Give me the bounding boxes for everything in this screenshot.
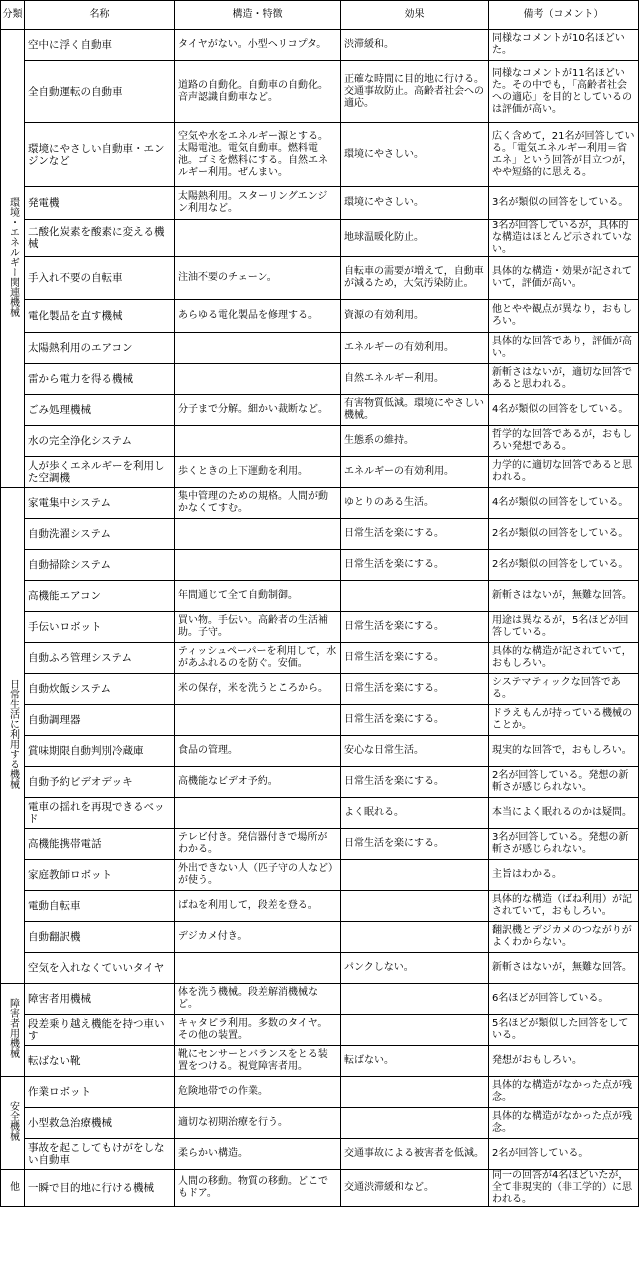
table-row: [1, 922, 639, 953]
table-row: [1, 519, 639, 550]
structure-cell: あらゆる電化製品を修理する。: [175, 300, 341, 333]
structure-cell: 危険地帯での作業。: [175, 1077, 341, 1108]
structure-cell: 適切な初期治療を行う。: [175, 1108, 341, 1139]
table-row: [1, 581, 639, 612]
structure-cell: 注油不要のチェーン。: [175, 257, 341, 300]
name-cell: 手入れ不要の自転車: [25, 257, 175, 300]
structure-cell: デジカメ付き。: [175, 922, 341, 953]
effect-cell: 交通渋滞緩和など。: [341, 1170, 489, 1207]
table-row: [1, 300, 639, 333]
table-row: [1, 1170, 639, 1207]
structure-cell: [175, 333, 341, 364]
name-cell: 高機能携帯電話: [25, 829, 175, 860]
name-cell: 人が歩くエネルギーを利用した空調機: [25, 457, 175, 488]
effect-cell: 日常生活を楽にする。: [341, 705, 489, 736]
table-row: [1, 643, 639, 674]
name-cell: 段差乗り越え機能を持つ車いす: [25, 1015, 175, 1046]
remarks-cell: 新斬さはないが，無難な回答。: [489, 581, 639, 612]
name-cell: 一瞬で目的地に行ける機械: [25, 1170, 175, 1207]
name-cell: 発電機: [25, 187, 175, 220]
table-row: [1, 257, 639, 300]
table-row: [1, 1077, 639, 1108]
name-cell: 電動自転車: [25, 891, 175, 922]
category-label: 障害者用機械: [7, 998, 19, 1058]
table-row: [1, 1015, 639, 1046]
effect-cell: [341, 581, 489, 612]
remarks-cell: 3名が回答している。発想の新斬さが感じられない。: [489, 829, 639, 860]
header-name: 名称: [25, 1, 175, 30]
remarks-cell: 翻訳機とデジカメのつながりがよくわからない。: [489, 922, 639, 953]
name-cell: 小型救急治療機械: [25, 1108, 175, 1139]
table-body: [1, 30, 639, 1207]
structure-cell: 空気や水をエネルギー源とする。太陽電池。電気自動車。燃料電池。ゴミを燃料にする。自然エネルギー利用。ぜんまい。: [175, 123, 341, 187]
effect-cell: [341, 922, 489, 953]
remarks-cell: 他とやや観点が異なり，おもしろい。: [489, 300, 639, 333]
remarks-cell: 具体的な構造がなかった点が残念。: [489, 1108, 639, 1139]
name-cell: 電化製品を直す機械: [25, 300, 175, 333]
table-row: [1, 798, 639, 829]
effect-cell: 地球温暖化防止。: [341, 220, 489, 257]
structure-cell: 靴にセンサーとバランスをとる装置をつける。視覚障害者用。: [175, 1046, 341, 1077]
name-cell: 賞味期限自動判別冷蔵庫: [25, 736, 175, 767]
name-cell: 自動ふろ管理システム: [25, 643, 175, 674]
name-cell: 事故を起こしてもけがをしない自動車: [25, 1139, 175, 1170]
effect-cell: 日常生活を楽にする。: [341, 674, 489, 705]
table-row: [1, 612, 639, 643]
table-row: [1, 457, 639, 488]
table-row: [1, 364, 639, 395]
structure-cell: 買い物。手伝い。高齢者の生活補助。子守。: [175, 612, 341, 643]
structure-cell: 歩くときの上下運動を利用。: [175, 457, 341, 488]
structure-cell: [175, 550, 341, 581]
table-row: [1, 333, 639, 364]
effect-cell: [341, 984, 489, 1015]
effect-cell: パンクしない。: [341, 953, 489, 984]
effect-cell: [341, 1015, 489, 1046]
table-row: [1, 767, 639, 798]
effect-cell: 自然エネルギー利用。: [341, 364, 489, 395]
effect-cell: エネルギーの有効利用。: [341, 333, 489, 364]
name-cell: 自動翻訳機: [25, 922, 175, 953]
category-label: 安全機械: [7, 1101, 19, 1141]
name-cell: 自動炊飯システム: [25, 674, 175, 705]
remarks-cell: 具体的な構造（ばね利用）が記されていて，おもしろい。: [489, 891, 639, 922]
effect-cell: [341, 891, 489, 922]
remarks-cell: システマティックな回答である。: [489, 674, 639, 705]
structure-cell: [175, 953, 341, 984]
structure-cell: [175, 426, 341, 457]
table-row: [1, 891, 639, 922]
remarks-cell: 主旨はわかる。: [489, 860, 639, 891]
table-row: [1, 705, 639, 736]
remarks-cell: 力学的に適切な回答であると思われる。: [489, 457, 639, 488]
name-cell: 電車の揺れを再現できるベッド: [25, 798, 175, 829]
name-cell: 空中に浮く自動車: [25, 30, 175, 61]
remarks-cell: ドラえもんが持っている機械のことか。: [489, 705, 639, 736]
name-cell: ごみ処理機械: [25, 395, 175, 426]
table-row: [1, 30, 639, 61]
structure-cell: [175, 798, 341, 829]
table-row: [1, 1139, 639, 1170]
header-remarks: 備考（コメント）: [489, 1, 639, 30]
header-structure: 構造・特徴: [175, 1, 341, 30]
effect-cell: エネルギーの有効利用。: [341, 457, 489, 488]
name-cell: 自動調理器: [25, 705, 175, 736]
structure-cell: [175, 705, 341, 736]
category-label: 他: [7, 1181, 19, 1191]
table-row: [1, 395, 639, 426]
structure-cell: ばねを利用して，段差を登る。: [175, 891, 341, 922]
structure-cell: 外出できない人（匹子守の人など）が使う。: [175, 860, 341, 891]
remarks-cell: 新斬さはないが，適切な回答であると思われる。: [489, 364, 639, 395]
name-cell: 高機能エアコン: [25, 581, 175, 612]
name-cell: 障害者用機械: [25, 984, 175, 1015]
structure-cell: 米の保存，米を洗うところから。: [175, 674, 341, 705]
remarks-cell: 現実的な回答で，おもしろい。: [489, 736, 639, 767]
name-cell: 水の完全浄化システム: [25, 426, 175, 457]
remarks-cell: 2名が類似の回答をしている。: [489, 519, 639, 550]
remarks-cell: 6名ほどが回答している。: [489, 984, 639, 1015]
effect-cell: 正確な時間に目的地に行ける。交通事故防止。高齢者社会への適応。: [341, 61, 489, 123]
structure-cell: 分子まで分解。細かい裁断など。: [175, 395, 341, 426]
remarks-cell: 5名ほどが類似した回答をしている。: [489, 1015, 639, 1046]
structure-cell: 高機能なビデオ予約。: [175, 767, 341, 798]
category-cell: [1, 30, 25, 488]
structure-cell: 集中管理のための規格。人間が動かなくてすむ。: [175, 488, 341, 519]
effect-cell: 有害物質低減。環境にやさしい機械。: [341, 395, 489, 426]
category-cell: [1, 1170, 25, 1207]
effect-cell: 安心な日常生活。: [341, 736, 489, 767]
table-row: [1, 123, 639, 187]
effect-cell: 自転車の需要が増えて，自動車が減るため，大気汚染防止。: [341, 257, 489, 300]
remarks-cell: 2名が回答している。発想の新斬さが感じられない。: [489, 767, 639, 798]
remarks-cell: 2名が類似の回答をしている。: [489, 550, 639, 581]
table-row: [1, 736, 639, 767]
remarks-cell: 具体的な構造が記されていて，おもしろい。: [489, 643, 639, 674]
category-cell: [1, 984, 25, 1077]
effect-cell: 日常生活を楽にする。: [341, 519, 489, 550]
structure-cell: キャタピラ利用。多数のタイヤ。その他の装置。: [175, 1015, 341, 1046]
structure-cell: [175, 364, 341, 395]
table-row: [1, 1046, 639, 1077]
structure-cell: ティッシュペーパーを利用して，水があふれるのを防ぐ。安価。: [175, 643, 341, 674]
effect-cell: 生態系の維持。: [341, 426, 489, 457]
effect-cell: [341, 860, 489, 891]
remarks-cell: 同様なコメントが10名ほどいた。: [489, 30, 639, 61]
structure-cell: 柔らかい構造。: [175, 1139, 341, 1170]
name-cell: 家庭教師ロボット: [25, 860, 175, 891]
table-row: [1, 426, 639, 457]
structure-cell: 道路の自動化。自動車の自動化。音声認識自動車など。: [175, 61, 341, 123]
effect-cell: 日常生活を楽にする。: [341, 767, 489, 798]
remarks-cell: 広く含めて，21名が回答している。「電気エネルギー利用＝省エネ」という回答が目立つが，やや短絡的に思える。: [489, 123, 639, 187]
category-label: 日常生活に利用する機械: [7, 678, 19, 789]
effect-cell: 転ばない。: [341, 1046, 489, 1077]
remarks-cell: 本当によく眠れるのかは疑問。: [489, 798, 639, 829]
name-cell: 手伝いロボット: [25, 612, 175, 643]
structure-cell: 体を洗う機械。段差解消機械など。: [175, 984, 341, 1015]
remarks-cell: 3名が類似の回答をしている。: [489, 187, 639, 220]
name-cell: 自動掃除システム: [25, 550, 175, 581]
remarks-cell: 具体的な構造がなかった点が残念。: [489, 1077, 639, 1108]
table-row: [1, 953, 639, 984]
name-cell: 雷から電力を得る機械: [25, 364, 175, 395]
effect-cell: 渋滞緩和。: [341, 30, 489, 61]
name-cell: 自動予約ビデオデッキ: [25, 767, 175, 798]
structure-cell: [175, 220, 341, 257]
effect-cell: [341, 1077, 489, 1108]
category-label: 環境・エネルギー関連機械: [7, 196, 19, 317]
remarks-cell: 同一の回答が4名ほどいたが，全て非現実的（非工学的）に思われる。: [489, 1170, 639, 1207]
category-cell: [1, 1077, 25, 1170]
structure-cell: 食品の管理。: [175, 736, 341, 767]
structure-cell: テレビ付き。発信器付きで場所がわかる。: [175, 829, 341, 860]
remarks-cell: 3名が回答しているが，具体的な構造はほとんど示されていない。: [489, 220, 639, 257]
remarks-cell: 具体的な回答であり，評価が高い。: [489, 333, 639, 364]
effect-cell: 日常生活を楽にする。: [341, 612, 489, 643]
table-row: [1, 829, 639, 860]
table-row: [1, 550, 639, 581]
structure-cell: 太陽熱利用。スターリングエンジン利用など。: [175, 187, 341, 220]
table-row: [1, 187, 639, 220]
effect-cell: [341, 1108, 489, 1139]
remarks-cell: 4名が類似の回答をしている。: [489, 395, 639, 426]
remarks-cell: 新斬さはないが，無難な回答。: [489, 953, 639, 984]
effect-cell: 資源の有効利用。: [341, 300, 489, 333]
remarks-cell: 同様なコメントが11名ほどいた。その中でも，「高齢者社会への適応」を目的としているのは評価が高い。: [489, 61, 639, 123]
effect-cell: ゆとりのある生活。: [341, 488, 489, 519]
name-cell: 環境にやさしい自動車・エンジンなど: [25, 123, 175, 187]
structure-cell: タイヤがない。小型ヘリコプタ。: [175, 30, 341, 61]
effect-cell: 日常生活を楽にする。: [341, 550, 489, 581]
effect-cell: よく眠れる。: [341, 798, 489, 829]
effect-cell: 交通事故による被害者を低減。: [341, 1139, 489, 1170]
category-cell: [1, 488, 25, 984]
table-row: [1, 220, 639, 257]
structure-cell: [175, 519, 341, 550]
remarks-cell: 発想がおもしろい。: [489, 1046, 639, 1077]
name-cell: 全自動運転の自動車: [25, 61, 175, 123]
name-cell: 二酸化炭素を酸素に変える機械: [25, 220, 175, 257]
effect-cell: 環境にやさしい。: [341, 187, 489, 220]
structure-cell: 人間の移動。物質の移動。どこでもドア。: [175, 1170, 341, 1207]
name-cell: 作業ロボット: [25, 1077, 175, 1108]
remarks-cell: 哲学的な回答であるが，おもしろい発想である。: [489, 426, 639, 457]
table-row: [1, 488, 639, 519]
structure-cell: 年間通じて全て自動制御。: [175, 581, 341, 612]
header-row: [1, 1, 639, 30]
table-row: [1, 984, 639, 1015]
header-effect: 効果: [341, 1, 489, 30]
name-cell: 空気を入れなくていいタイヤ: [25, 953, 175, 984]
name-cell: 自動洗濯システム: [25, 519, 175, 550]
remarks-cell: 4名が類似の回答をしている。: [489, 488, 639, 519]
effect-cell: 環境にやさしい。: [341, 123, 489, 187]
remarks-cell: 2名が回答している。: [489, 1139, 639, 1170]
header-category: 分類: [1, 1, 25, 30]
table-row: [1, 860, 639, 891]
table-row: [1, 1108, 639, 1139]
effect-cell: 日常生活を楽にする。: [341, 829, 489, 860]
effect-cell: 日常生活を楽にする。: [341, 643, 489, 674]
name-cell: 転ばない靴: [25, 1046, 175, 1077]
name-cell: 太陽熱利用のエアコン: [25, 333, 175, 364]
table-row: [1, 674, 639, 705]
remarks-cell: 具体的な構造・効果が記されていて，評価が高い。: [489, 257, 639, 300]
table-row: [1, 61, 639, 123]
name-cell: 家電集中システム: [25, 488, 175, 519]
remarks-cell: 用途は異なるが，5名ほどが回答している。: [489, 612, 639, 643]
